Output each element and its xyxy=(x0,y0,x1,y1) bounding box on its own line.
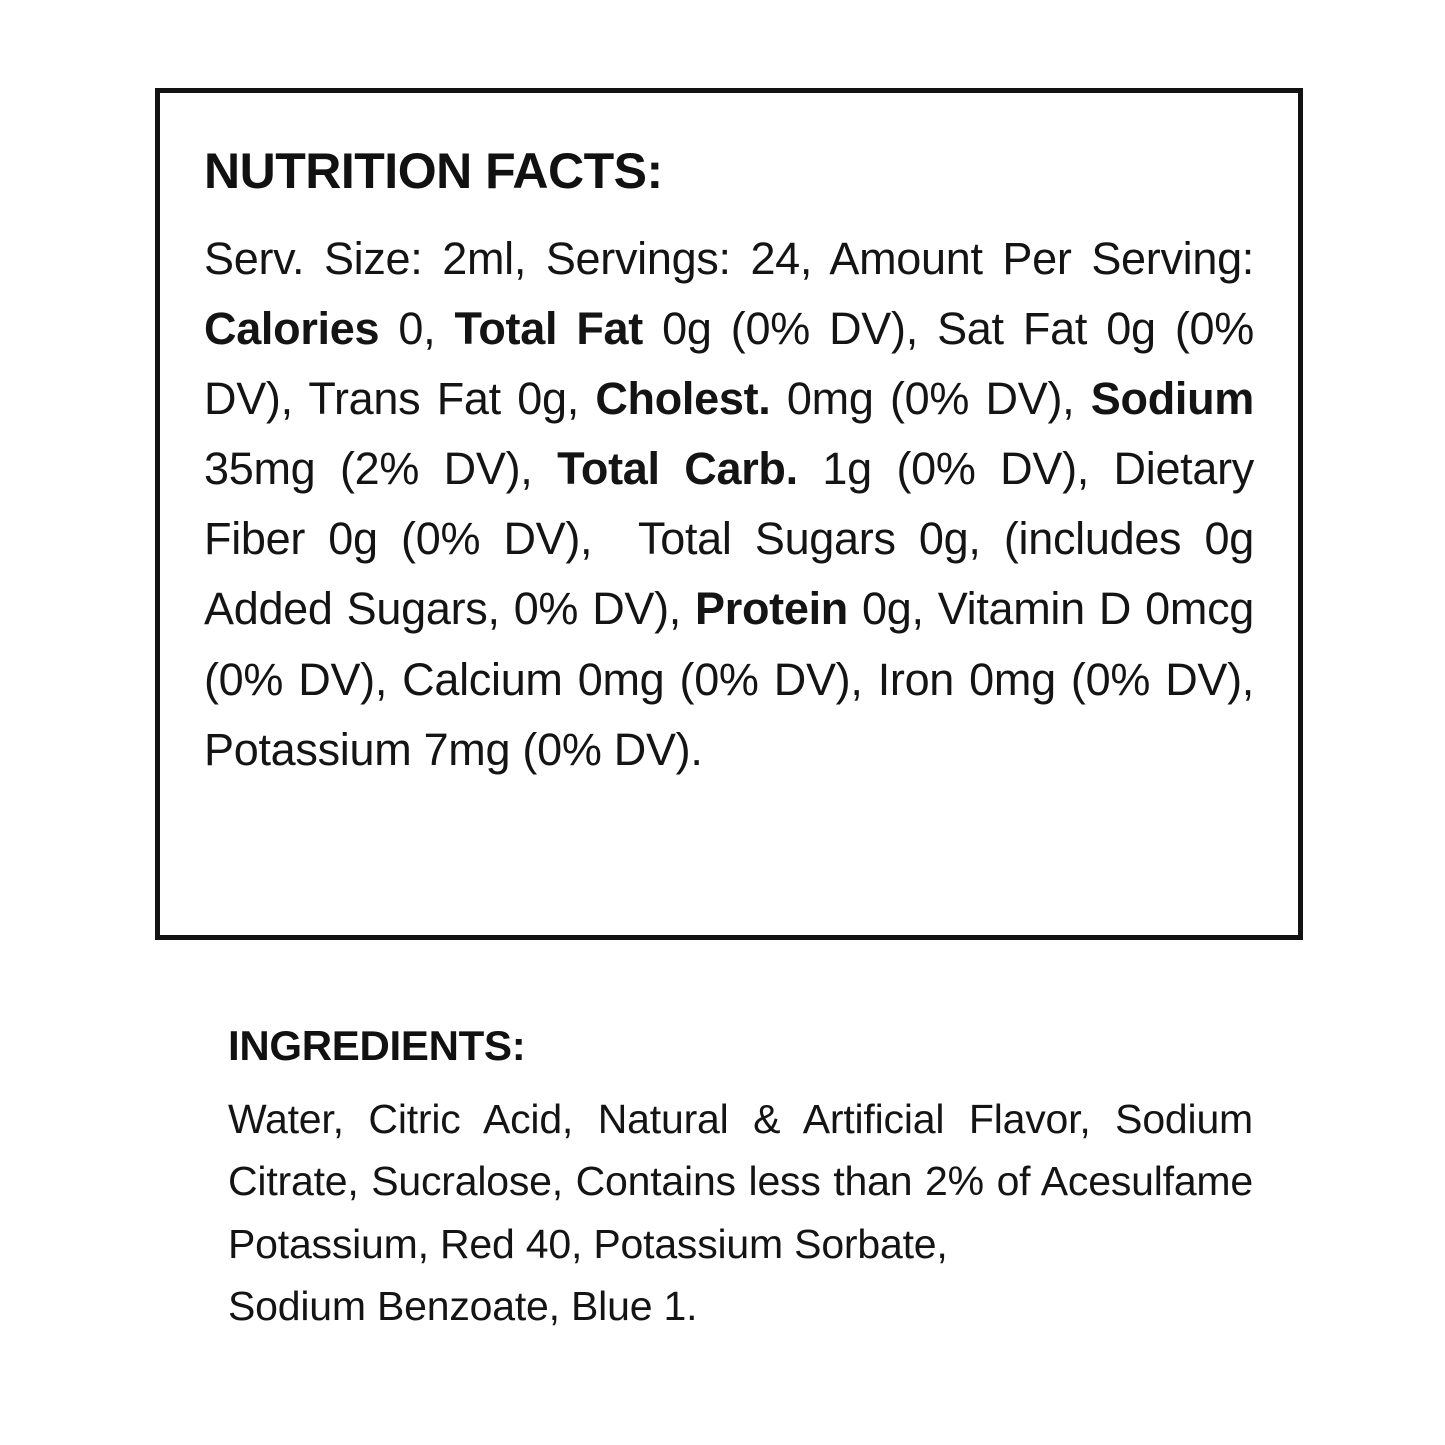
nutrient-protein-label: Protein xyxy=(695,583,848,635)
nutrition-facts-content xyxy=(160,93,1298,785)
ingredients-body xyxy=(228,1088,1253,1337)
ingredients-text-last: Sodium Benzoate, Blue 1. xyxy=(228,1282,698,1329)
nutrient-sodium-label: Sodium xyxy=(1090,372,1254,424)
nutrient-list-text: Calories 0, Total Fat 0g (0% DV), Sat Fat 0g (0% DV), Trans Fat 0g, Cholest. 0mg (0% DV), Sodium 35mg (2% DV), Total Carb. 1g (0% DV), Dietary Fiber 0g (0% DV), Total Sugars 0g, (includes 0g Added Sugars, 0% DV), Protein 0g, Vitamin D 0mcg (0% DV), Calcium 0mg (0% DV), Iron 0mg (0% DV), Potassium 7mg (0% DV). xyxy=(204,302,1255,775)
nutrition-facts-body xyxy=(204,224,1254,786)
ingredients-section xyxy=(228,1022,1253,1337)
nutrient-calories-label: Calories xyxy=(204,302,380,354)
serving-info-line: Serv. Size: 2ml, Servings: 24, Amount Per Serving: xyxy=(204,232,1254,284)
nutrition-facts-panel xyxy=(155,88,1303,940)
ingredients-text-main: Water, Citric Acid, Natural & Artificial Flavor, Sodium Citrate, Sucralose, Contains less than 2% of Acesulfame Potassium, Red 40, Potassium Sorbate, xyxy=(228,1096,1253,1267)
ingredients-heading: INGREDIENTS: xyxy=(228,1022,526,1069)
nutrient-total-fat-label: Total Fat xyxy=(454,302,643,354)
nutrition-facts-heading: NUTRITION FACTS: xyxy=(204,143,663,199)
nutrient-cholesterol-label: Cholest. xyxy=(595,372,771,424)
nutrient-total-carb-label: Total Carb. xyxy=(557,443,798,495)
